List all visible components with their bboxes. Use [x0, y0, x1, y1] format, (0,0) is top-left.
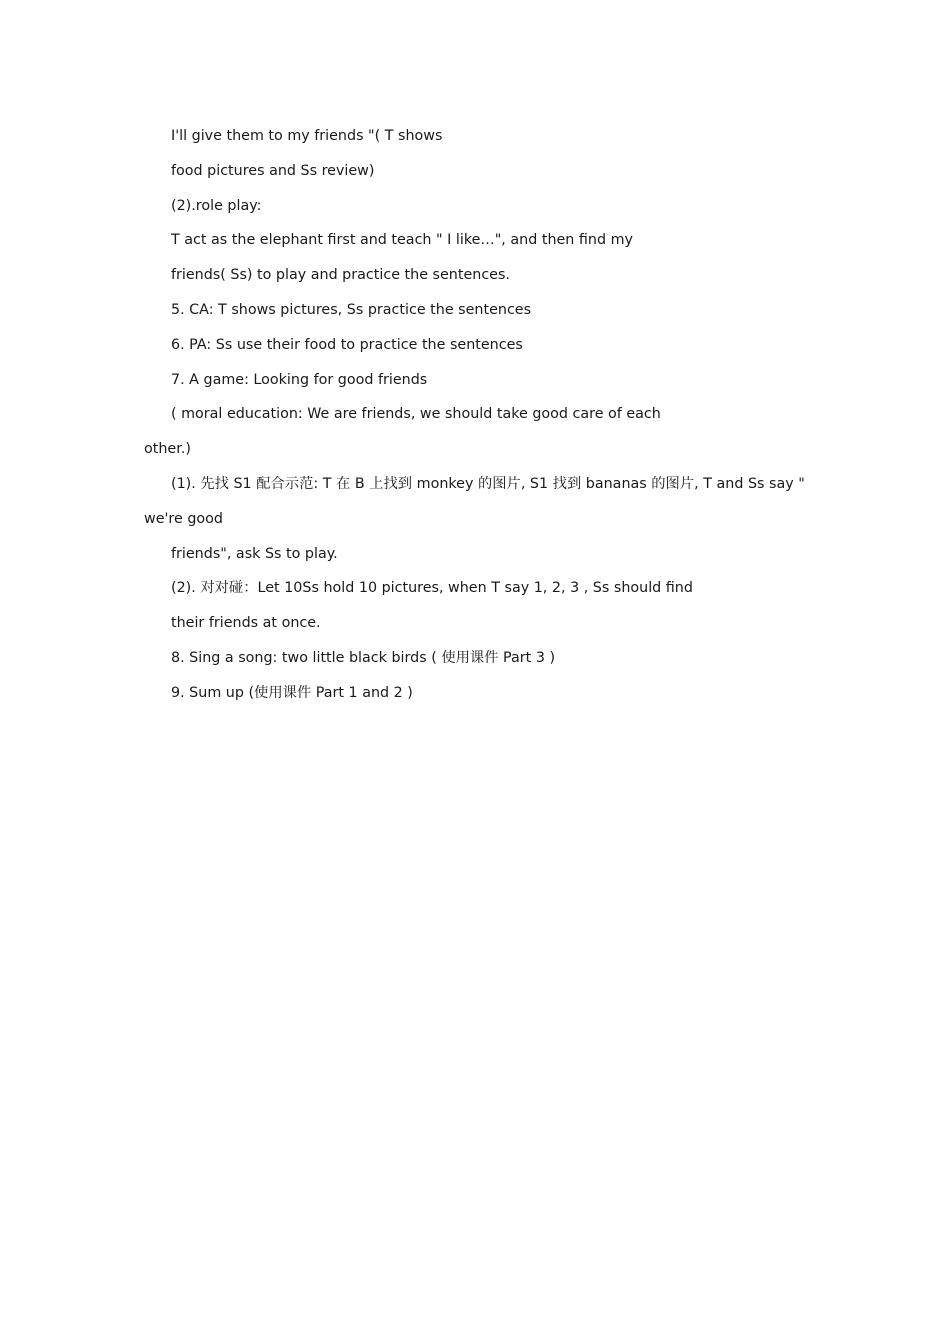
text-line: other.)	[144, 441, 191, 458]
text-line: we're good	[144, 510, 223, 527]
text-line: (2). 对对碰：Let 10Ss hold 10 pictures, when T say 1, 2, 3 , Ss should find	[171, 580, 693, 597]
document-body	[144, 126, 824, 718]
text-line: food pictures and Ss review)	[171, 162, 375, 179]
text-line: friends", ask Ss to play.	[171, 545, 338, 562]
text-line: 8. Sing a song: two little black birds ( 使用课件 Part 3 )	[171, 649, 556, 666]
text-line: I'll give them to my friends "( T shows	[171, 128, 443, 144]
text-line: 6. PA: Ss use their food to practice the sentences	[171, 336, 523, 353]
text-line: their friends at once.	[171, 615, 321, 632]
text-line: T act as the elephant first and teach " I like…", and then find my	[171, 232, 633, 249]
text-line: (1). 先找 S1 配合示范: T 在 B 上找到 monkey 的图片, S1 找到 bananas 的图片, T and Ss say "	[171, 475, 805, 492]
text-line: ( moral education: We are friends, we should take good care of each	[171, 406, 661, 423]
text-line: (2).role play:	[171, 197, 262, 214]
text-line: friends( Ss) to play and practice the sentences.	[171, 267, 510, 284]
text-line: 7. A game: Looking for good friends	[171, 371, 428, 388]
text-line: 9. Sum up (使用课件 Part 1 and 2 )	[171, 684, 413, 701]
text-line: 5. CA: T shows pictures, Ss practice the sentences	[171, 301, 532, 318]
